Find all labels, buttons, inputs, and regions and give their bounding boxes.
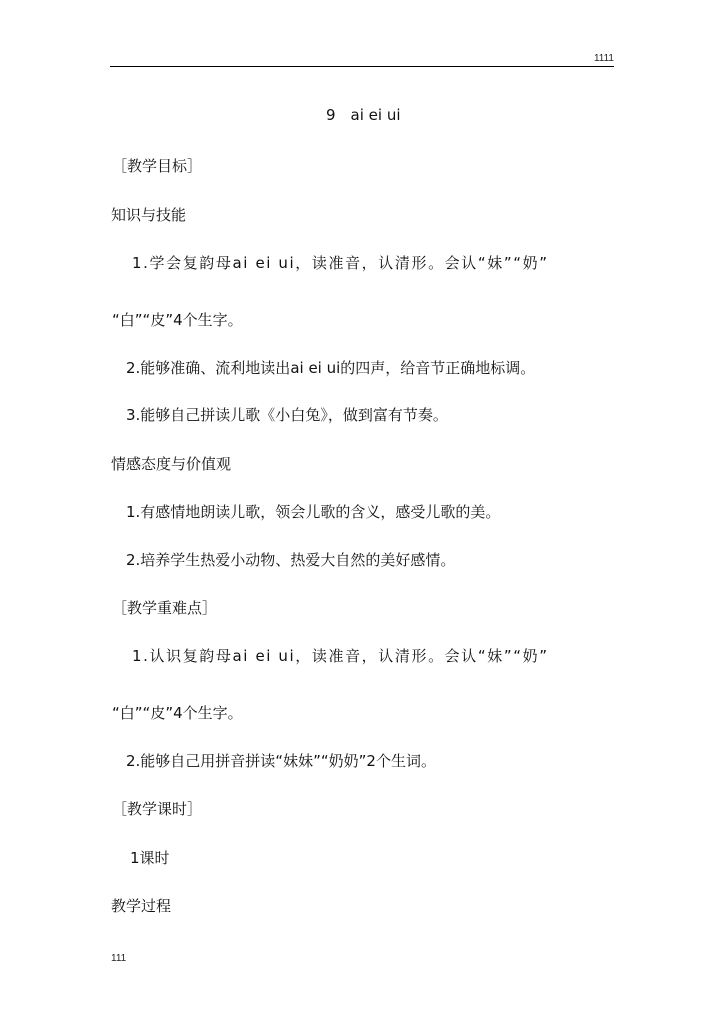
footer-page-number: 111 <box>111 953 127 964</box>
attitude-item-1: 1.有感情地朗读儿歌，领会儿歌的含义，感受儿歌的美。 <box>126 503 501 521</box>
subheading-knowledge-skills: 知识与技能 <box>111 206 187 224</box>
section-heading-class-hours: ［教学课时］ <box>112 800 203 818</box>
subheading-teaching-process: 教学过程 <box>111 897 172 915</box>
header-divider <box>110 66 614 67</box>
section-heading-key-points: ［教学重难点］ <box>112 599 218 617</box>
objective-item-1-cont: “白”“皮”4个生字。 <box>112 311 243 329</box>
class-hours-value: 1课时 <box>130 849 170 867</box>
key-point-item-1-cont: “白”“皮”4个生字。 <box>112 704 243 722</box>
header-page-number: 1111 <box>593 53 614 64</box>
key-point-item-1: 1.认识复韵母ai ei ui，读准音，认清形。会认“妹”“奶” <box>132 647 549 665</box>
objective-item-3: 3.能够自己拼读儿歌《小白兔》，做到富有节奏。 <box>126 406 448 424</box>
objective-item-1: 1.学会复韵母ai ei ui，读准音，认清形。会认“妹”“奶” <box>132 254 549 272</box>
attitude-item-2: 2.培养学生热爱小动物、热爱大自然的美好感情。 <box>126 551 456 569</box>
subheading-attitude-values: 情感态度与价值观 <box>111 455 232 473</box>
objective-item-2: 2.能够准确、流利地读出ai ei ui的四声，给音节正确地标调。 <box>126 359 536 377</box>
key-point-item-2: 2.能够自己用拼音拼读“妹妹”“奶奶”2个生词。 <box>126 752 436 770</box>
section-heading-objectives: ［教学目标］ <box>112 157 203 175</box>
lesson-title: 9 ai ei ui <box>326 106 401 124</box>
